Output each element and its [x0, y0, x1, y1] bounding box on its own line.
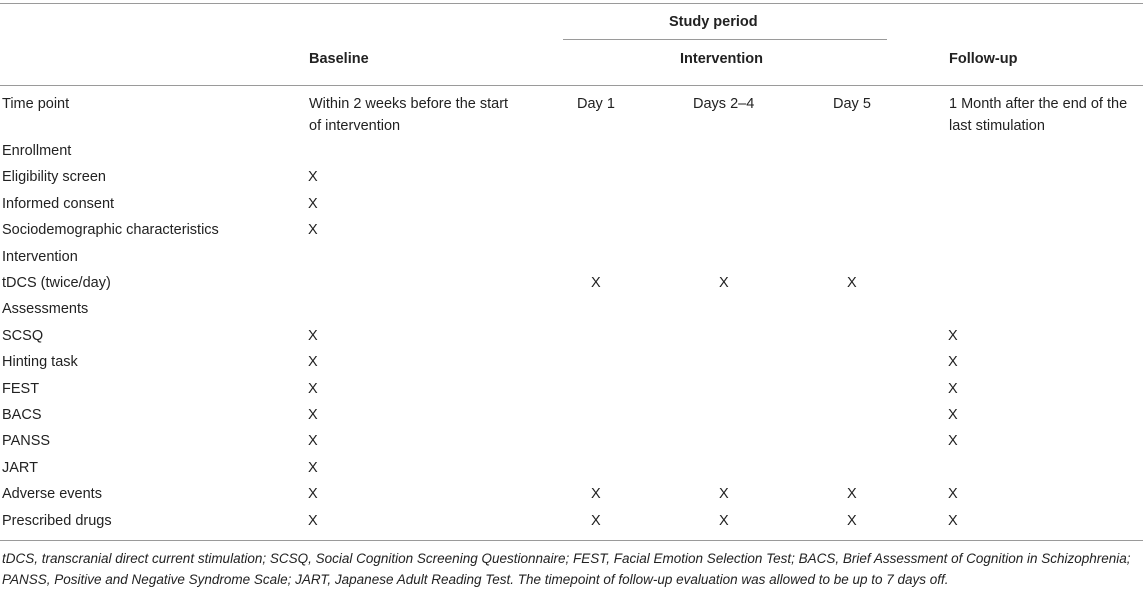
followup-cell: X: [948, 381, 958, 397]
timepoint-days2-4: Days 2–4: [693, 96, 755, 112]
study-period-underline: [563, 39, 887, 40]
baseline-cell: X: [308, 196, 318, 212]
row-label: Hinting task: [2, 354, 78, 370]
header-intervention: Intervention: [680, 51, 763, 67]
row-label: Informed consent: [2, 196, 115, 212]
timepoint-label: Time point: [2, 96, 70, 112]
timepoint-followup: 1 Month after the end of the last stimulation: [949, 96, 1128, 134]
baseline-cell: X: [308, 460, 318, 476]
day1-cell: X: [591, 513, 601, 529]
baseline-cell: X: [308, 486, 318, 502]
days2-4-cell: X: [719, 275, 729, 291]
row-label: Assessments: [2, 301, 89, 317]
baseline-cell: X: [308, 354, 318, 370]
table-top-rule: [0, 3, 1143, 4]
row-label: SCSQ: [2, 328, 44, 344]
followup-cell: X: [948, 486, 958, 502]
days2-4-cell: X: [719, 513, 729, 529]
followup-cell: X: [948, 433, 958, 449]
header-followup: Follow-up: [949, 51, 1018, 67]
followup-cell: X: [948, 407, 958, 423]
timepoint-day5: Day 5: [833, 96, 871, 112]
row-label: Intervention: [2, 249, 78, 265]
header-baseline: Baseline: [309, 51, 369, 67]
row-label: Sociodemographic characteristics: [2, 222, 219, 238]
baseline-cell: X: [308, 407, 318, 423]
timepoint-baseline: Within 2 weeks before the start of intervention: [309, 96, 509, 134]
row-label: Enrollment: [2, 143, 72, 159]
day5-cell: X: [847, 275, 857, 291]
row-label: Adverse events: [2, 486, 102, 502]
baseline-cell: X: [308, 169, 318, 185]
table-footnote: tDCS, transcranial direct current stimulation; SCSQ, Social Cognition Screening Questionnaire; FEST, Facial Emotion Selection Test; BACS, Brief Assessment of Cognition in Schizophrenia; PANSS, Positive and Negative Syndrome Scale; JART, Japanese Adult Reading Test. The timepoint of follow-up evaluation was allowed to be up to 7 days off.: [2, 551, 1131, 587]
days2-4-cell: X: [719, 486, 729, 502]
timepoint-day1: Day 1: [577, 96, 615, 112]
baseline-cell: X: [308, 433, 318, 449]
followup-cell: X: [948, 354, 958, 370]
baseline-cell: X: [308, 328, 318, 344]
header-study-period: Study period: [669, 14, 758, 30]
header-bottom-rule: [0, 85, 1143, 86]
row-label: Prescribed drugs: [2, 513, 112, 529]
table-bottom-rule: [0, 540, 1143, 541]
day5-cell: X: [847, 513, 857, 529]
row-label: FEST: [2, 381, 40, 397]
day5-cell: X: [847, 486, 857, 502]
row-label: PANSS: [2, 433, 51, 449]
day1-cell: X: [591, 486, 601, 502]
baseline-cell: X: [308, 513, 318, 529]
followup-cell: X: [948, 328, 958, 344]
baseline-cell: X: [308, 381, 318, 397]
followup-cell: X: [948, 513, 958, 529]
day1-cell: X: [591, 275, 601, 291]
baseline-cell: X: [308, 222, 318, 238]
row-label: Eligibility screen: [2, 169, 106, 185]
row-label: BACS: [2, 407, 42, 423]
row-label: JART: [2, 460, 38, 476]
row-label: tDCS (twice/day): [2, 275, 111, 291]
